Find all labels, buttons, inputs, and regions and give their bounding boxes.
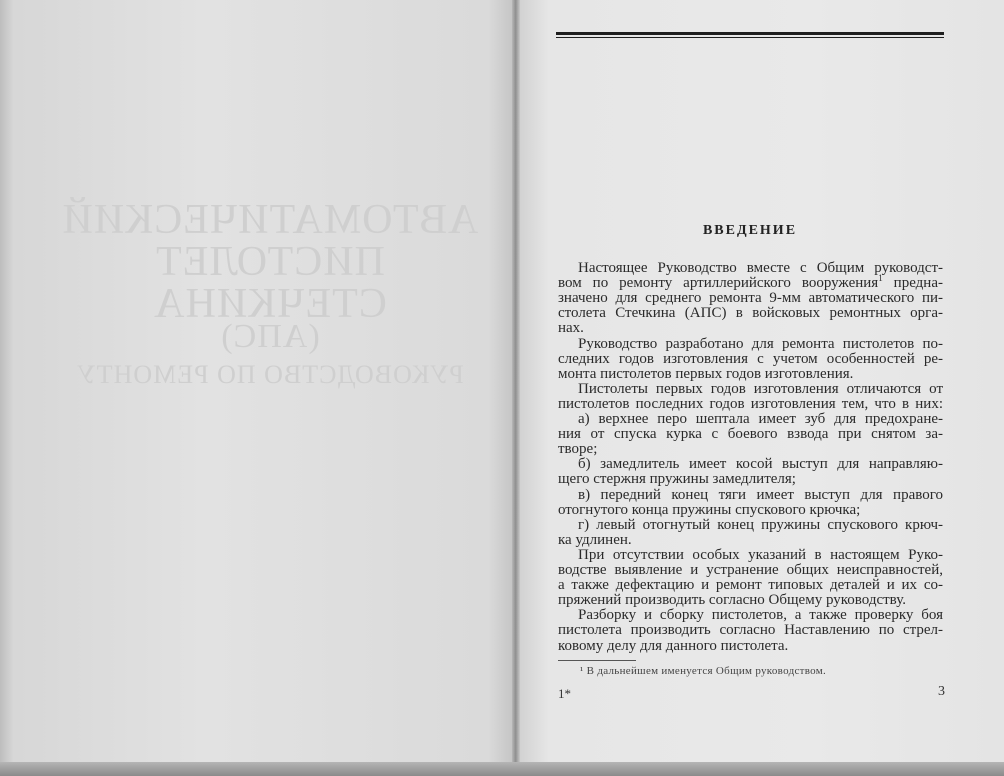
- text-line-content: ковому делу для данного пистолета.: [558, 637, 789, 654]
- text-line-content: вом по ремонту артиллерийского вооружения: [558, 275, 879, 292]
- text-line: [558, 638, 943, 654]
- text-line: [558, 351, 943, 367]
- text-line-content: ка удлинен.: [558, 531, 632, 548]
- text-line: [558, 592, 943, 608]
- text-line: [578, 487, 943, 503]
- text-line-content: предна-: [882, 275, 943, 292]
- text-line-content: Пистолеты первых годов изготовления отличаются от: [578, 380, 943, 397]
- text-line-content: а также дефектацию и ремонт типовых деталей и их со-: [558, 577, 943, 594]
- text-line-content: пистолета производить согласно Наставлению по стрел-: [558, 622, 943, 639]
- page-edge: [0, 0, 14, 776]
- text-line: [578, 607, 943, 623]
- text-line-content: Разборку и сборку пистолетов, а также проверку боя: [578, 607, 943, 624]
- text-line-content: столета Стечкина (АПС) в войсковых ремонтных орга-: [558, 305, 943, 322]
- footnote-marker: 1: [878, 273, 883, 284]
- text-line: [558, 562, 943, 578]
- top-rule: [556, 32, 944, 35]
- scan-bottom-edge: [0, 762, 1004, 776]
- text-line-content: водстве выявление и устранение общих неисправностей,: [558, 562, 943, 578]
- text-line-content: творе;: [558, 441, 598, 458]
- book-gutter: [512, 0, 520, 776]
- text-line: [558, 320, 943, 336]
- text-line: [578, 336, 943, 352]
- text-line-content: б) замедлитель имеет косой выступ для направляю-: [578, 456, 943, 473]
- text-line-content: пряжений производить согласно Общему руководству.: [558, 592, 906, 609]
- text-line: [578, 411, 943, 427]
- text-line-content: а) верхнее перо шептала имеет зуб для предохране-: [578, 411, 943, 427]
- bleed-through-text: РУКОВОДСТВО ПО РЕМОНТУ: [76, 360, 464, 389]
- signature-mark: 1*: [558, 686, 571, 701]
- text-line: [578, 381, 943, 397]
- text-line-content: монта пистолетов первых годов изготовления.: [558, 365, 854, 382]
- text-line-content: значено для среднего ремонта 9-мм автоматического пи-: [558, 290, 943, 307]
- text-line-content: щего стержня пружины замедлителя;: [558, 471, 796, 488]
- text-line: [578, 547, 943, 563]
- text-line-content: следних годов изготовления с учетом особенностей ре-: [558, 350, 943, 367]
- text-line-content: г) левый отогнутый конец пружины спускового крюч-: [578, 516, 943, 533]
- text-line-content: ния от спуска курка с боевого взвода при снятом за-: [558, 426, 943, 443]
- text-line: [578, 260, 943, 276]
- top-rule-thin: [556, 37, 944, 38]
- text-line: [558, 396, 943, 412]
- bleed-through-text: ПИСТОЛЕТ: [155, 239, 385, 285]
- text-line: [558, 502, 943, 518]
- text-line: [558, 441, 943, 457]
- text-line: [558, 305, 943, 321]
- text-line: [558, 275, 943, 291]
- text-line: [578, 517, 943, 533]
- text-line-content: нах.: [558, 320, 584, 337]
- text-line-content: в) передний конец тяги имеет выступ для правого: [578, 486, 943, 503]
- text-line: [558, 471, 943, 487]
- text-line-content: отогнутого конца пружины спускового крючка;: [558, 501, 861, 518]
- text-line: [558, 290, 943, 306]
- text-line-content: Руководство разработано для ремонта пистолетов по-: [578, 335, 943, 352]
- text-line: [558, 426, 943, 442]
- text-line: [558, 532, 943, 548]
- section-heading: ВВЕДЕНИЕ: [702, 223, 798, 238]
- footnote-rule: [558, 660, 636, 661]
- bleed-through-text: (АПС): [220, 318, 320, 355]
- bleed-through-text: АВТОМАТИЧЕСКИЙ: [61, 197, 479, 243]
- text-line: [558, 577, 943, 593]
- text-line-content: Настоящее Руководство вместе с Общим руководст-: [578, 260, 943, 276]
- text-line-content: При отсутствии особых указаний в настоящем Руко-: [578, 546, 943, 563]
- page-number: 3: [938, 684, 945, 699]
- text-line: [578, 456, 943, 472]
- footnote: ¹ В дальнейшем именуется Общим руководством.: [580, 665, 827, 677]
- text-line: [558, 622, 943, 638]
- bleed-through-text: СТЕЧКИНА: [153, 281, 387, 327]
- text-line: [558, 366, 943, 382]
- text-line-content: пистолетов последних годов изготовления тем, что в них:: [558, 395, 943, 412]
